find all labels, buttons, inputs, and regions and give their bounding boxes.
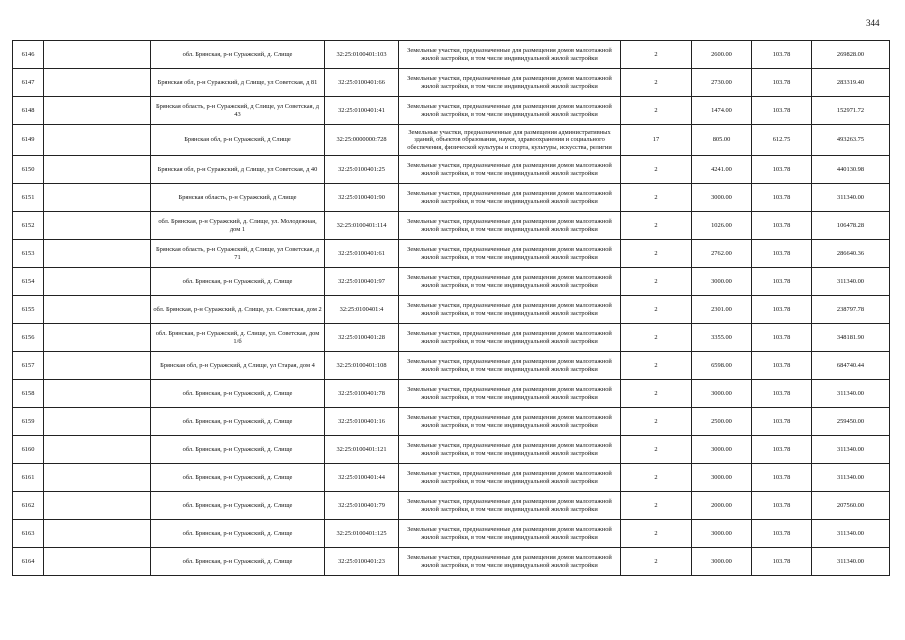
table-row xyxy=(13,97,890,125)
land-use-cell: Земельные участки, предназначенные для размещения административных зданий, объектов образования, науки, здравоохранения и социального обеспечения, физической культуры и спорта, культуры, искусства, религии xyxy=(399,125,621,156)
spacer-cell xyxy=(44,548,151,576)
spacer-cell xyxy=(44,352,151,380)
row-number-cell: 6163 xyxy=(13,520,44,548)
cadastral-number-cell: 32:25:0100401:44 xyxy=(325,464,399,492)
address-cell: Брянская область, р-н Суражский, д Слище, ул Советская, д 71 xyxy=(151,240,325,268)
cadastral-value-cell: 207560.00 xyxy=(812,492,890,520)
cadastral-number-cell: 32:25:0100401:4 xyxy=(325,296,399,324)
cadastral-value-cell: 311340.00 xyxy=(812,380,890,408)
group-cell: 2 xyxy=(621,184,692,212)
group-cell: 2 xyxy=(621,380,692,408)
cadastral-number-cell: 32:25:0100401:23 xyxy=(325,548,399,576)
cadastral-number-cell: 32:25:0100401:28 xyxy=(325,324,399,352)
cadastral-value-cell: 311340.00 xyxy=(812,464,890,492)
row-number-cell: 6148 xyxy=(13,97,44,125)
page-number: 344 xyxy=(866,18,880,28)
row-number-cell: 6156 xyxy=(13,324,44,352)
cadastral-number-cell: 32:25:0100401:16 xyxy=(325,408,399,436)
area-cell: 3000.00 xyxy=(692,548,752,576)
spacer-cell xyxy=(44,125,151,156)
group-cell: 2 xyxy=(621,41,692,69)
address-cell: обл. Брянская, р-н Суражский, д. Слище xyxy=(151,548,325,576)
address-cell: обл. Брянская, р-н Суражский, д. Слище xyxy=(151,520,325,548)
group-cell: 2 xyxy=(621,97,692,125)
cadastral-number-cell: 32:25:0100401:121 xyxy=(325,436,399,464)
address-cell: Брянская область, р-н Суражский, д Слище xyxy=(151,184,325,212)
area-cell: 6598.00 xyxy=(692,352,752,380)
cadastral-value-cell: 286640.36 xyxy=(812,240,890,268)
group-cell: 2 xyxy=(621,240,692,268)
area-cell: 3000.00 xyxy=(692,520,752,548)
cadastral-value-cell: 311340.00 xyxy=(812,184,890,212)
cadastral-number-cell: 32:25:0100401:25 xyxy=(325,156,399,184)
area-cell: 2301.00 xyxy=(692,296,752,324)
spacer-cell xyxy=(44,184,151,212)
area-cell: 3000.00 xyxy=(692,436,752,464)
group-cell: 2 xyxy=(621,464,692,492)
land-use-cell: Земельные участки, предназначенные для размещения домов малоэтажной жилой застройки, в том числе индивидуальной жилой застройки xyxy=(399,268,621,296)
rate-cell: 103.78 xyxy=(752,240,812,268)
cadastral-number-cell: 32:25:0100401:97 xyxy=(325,268,399,296)
cadastral-value-cell: 684740.44 xyxy=(812,352,890,380)
cadastral-number-cell: 32:25:0100401:41 xyxy=(325,97,399,125)
row-number-cell: 6150 xyxy=(13,156,44,184)
row-number-cell: 6164 xyxy=(13,548,44,576)
rate-cell: 103.78 xyxy=(752,548,812,576)
row-number-cell: 6149 xyxy=(13,125,44,156)
address-cell: Брянская область, р-н Суражский, д Слище, ул Советская, д 43 xyxy=(151,97,325,125)
area-cell: 805.00 xyxy=(692,125,752,156)
area-cell: 2000.00 xyxy=(692,492,752,520)
row-number-cell: 6157 xyxy=(13,352,44,380)
rate-cell: 103.78 xyxy=(752,520,812,548)
land-use-cell: Земельные участки, предназначенные для размещения домов малоэтажной жилой застройки, в том числе индивидуальной жилой застройки xyxy=(399,184,621,212)
spacer-cell xyxy=(44,324,151,352)
group-cell: 17 xyxy=(621,125,692,156)
spacer-cell xyxy=(44,156,151,184)
cadastral-number-cell: 32:25:0100401:103 xyxy=(325,41,399,69)
land-use-cell: Земельные участки, предназначенные для размещения домов малоэтажной жилой застройки, в том числе индивидуальной жилой застройки xyxy=(399,352,621,380)
spacer-cell xyxy=(44,240,151,268)
cadastral-value-cell: 348181.90 xyxy=(812,324,890,352)
rate-cell: 103.78 xyxy=(752,380,812,408)
land-use-cell: Земельные участки, предназначенные для размещения домов малоэтажной жилой застройки, в том числе индивидуальной жилой застройки xyxy=(399,296,621,324)
cadastral-value-cell: 283319.40 xyxy=(812,69,890,97)
row-number-cell: 6154 xyxy=(13,268,44,296)
area-cell: 2762.00 xyxy=(692,240,752,268)
cadastral-value-table xyxy=(12,40,890,576)
rate-cell: 103.78 xyxy=(752,69,812,97)
area-cell: 1474.00 xyxy=(692,97,752,125)
land-use-cell: Земельные участки, предназначенные для размещения домов малоэтажной жилой застройки, в том числе индивидуальной жилой застройки xyxy=(399,408,621,436)
group-cell: 2 xyxy=(621,408,692,436)
land-use-cell: Земельные участки, предназначенные для размещения домов малоэтажной жилой застройки, в том числе индивидуальной жилой застройки xyxy=(399,240,621,268)
rate-cell: 103.78 xyxy=(752,212,812,240)
address-cell: Брянская обл, р-н Суражский, д Слище xyxy=(151,125,325,156)
table-row xyxy=(13,324,890,352)
address-cell: обл. Брянская, р-н Суражский, д. Слище, ул. Советская, дом 2 xyxy=(151,296,325,324)
rate-cell: 103.78 xyxy=(752,464,812,492)
spacer-cell xyxy=(44,464,151,492)
row-number-cell: 6161 xyxy=(13,464,44,492)
cadastral-number-cell: 32:25:0100401:125 xyxy=(325,520,399,548)
area-cell: 2500.00 xyxy=(692,408,752,436)
table-row xyxy=(13,492,890,520)
address-cell: обл. Брянская, р-н Суражский, д. Слище xyxy=(151,408,325,436)
land-use-cell: Земельные участки, предназначенные для размещения домов малоэтажной жилой застройки, в том числе индивидуальной жилой застройки xyxy=(399,520,621,548)
table-row xyxy=(13,41,890,69)
cadastral-value-cell: 311340.00 xyxy=(812,268,890,296)
row-number-cell: 6152 xyxy=(13,212,44,240)
cadastral-value-cell: 106478.28 xyxy=(812,212,890,240)
group-cell: 2 xyxy=(621,296,692,324)
address-cell: обл. Брянская, р-н Суражский, д. Слище xyxy=(151,380,325,408)
spacer-cell xyxy=(44,296,151,324)
row-number-cell: 6162 xyxy=(13,492,44,520)
group-cell: 2 xyxy=(621,352,692,380)
land-use-cell: Земельные участки, предназначенные для размещения домов малоэтажной жилой застройки, в том числе индивидуальной жилой застройки xyxy=(399,212,621,240)
table-row xyxy=(13,380,890,408)
address-cell: Брянская обл, р-н Суражский, д Слище, ул Старая, дом 4 xyxy=(151,352,325,380)
rate-cell: 103.78 xyxy=(752,41,812,69)
land-use-cell: Земельные участки, предназначенные для размещения домов малоэтажной жилой застройки, в том числе индивидуальной жилой застройки xyxy=(399,492,621,520)
table-row xyxy=(13,125,890,156)
address-cell: обл. Брянская, р-н Суражский, д. Слище xyxy=(151,41,325,69)
table-row xyxy=(13,464,890,492)
area-cell: 2600.00 xyxy=(692,41,752,69)
address-cell: обл. Брянская, р-н Суражский, д. Слище, ул. Советская, дом 1/б xyxy=(151,324,325,352)
cadastral-value-cell: 493263.75 xyxy=(812,125,890,156)
group-cell: 2 xyxy=(621,212,692,240)
address-cell: обл. Брянская, р-н Суражский, д. Слище xyxy=(151,492,325,520)
area-cell: 3000.00 xyxy=(692,380,752,408)
table-row xyxy=(13,240,890,268)
group-cell: 2 xyxy=(621,436,692,464)
cadastral-number-cell: 32:25:0100401:114 xyxy=(325,212,399,240)
area-cell: 2730.00 xyxy=(692,69,752,97)
land-use-cell: Земельные участки, предназначенные для размещения домов малоэтажной жилой застройки, в том числе индивидуальной жилой застройки xyxy=(399,436,621,464)
cadastral-number-cell: 32:25:0100401:61 xyxy=(325,240,399,268)
cadastral-value-cell: 152971.72 xyxy=(812,97,890,125)
cadastral-value-cell: 269828.00 xyxy=(812,41,890,69)
land-use-cell: Земельные участки, предназначенные для размещения домов малоэтажной жилой застройки, в том числе индивидуальной жилой застройки xyxy=(399,324,621,352)
area-cell: 4241.00 xyxy=(692,156,752,184)
land-use-cell: Земельные участки, предназначенные для размещения домов малоэтажной жилой застройки, в том числе индивидуальной жилой застройки xyxy=(399,380,621,408)
address-cell: обл. Брянская, р-н Суражский, д. Слище xyxy=(151,464,325,492)
spacer-cell xyxy=(44,408,151,436)
address-cell: Брянская обл, р-н Суражский, д Слище, ул Советская, д 40 xyxy=(151,156,325,184)
land-use-cell: Земельные участки, предназначенные для размещения домов малоэтажной жилой застройки, в том числе индивидуальной жилой застройки xyxy=(399,156,621,184)
group-cell: 2 xyxy=(621,520,692,548)
row-number-cell: 6151 xyxy=(13,184,44,212)
rate-cell: 103.78 xyxy=(752,296,812,324)
table-row xyxy=(13,184,890,212)
spacer-cell xyxy=(44,436,151,464)
table-row xyxy=(13,156,890,184)
rate-cell: 103.78 xyxy=(752,324,812,352)
group-cell: 2 xyxy=(621,69,692,97)
group-cell: 2 xyxy=(621,156,692,184)
table-row xyxy=(13,352,890,380)
rate-cell: 103.78 xyxy=(752,156,812,184)
rate-cell: 103.78 xyxy=(752,436,812,464)
rate-cell: 103.78 xyxy=(752,268,812,296)
land-use-cell: Земельные участки, предназначенные для размещения домов малоэтажной жилой застройки, в том числе индивидуальной жилой застройки xyxy=(399,97,621,125)
land-use-cell: Земельные участки, предназначенные для размещения домов малоэтажной жилой застройки, в том числе индивидуальной жилой застройки xyxy=(399,464,621,492)
table-row xyxy=(13,69,890,97)
spacer-cell xyxy=(44,97,151,125)
cadastral-number-cell: 32:25:0100401:78 xyxy=(325,380,399,408)
spacer-cell xyxy=(44,492,151,520)
cadastral-value-cell: 238797.78 xyxy=(812,296,890,324)
row-number-cell: 6155 xyxy=(13,296,44,324)
row-number-cell: 6146 xyxy=(13,41,44,69)
spacer-cell xyxy=(44,212,151,240)
group-cell: 2 xyxy=(621,324,692,352)
area-cell: 3000.00 xyxy=(692,268,752,296)
area-cell: 1026.00 xyxy=(692,212,752,240)
table-row xyxy=(13,296,890,324)
area-cell: 3000.00 xyxy=(692,464,752,492)
table-row xyxy=(13,408,890,436)
rate-cell: 103.78 xyxy=(752,352,812,380)
rate-cell: 103.78 xyxy=(752,408,812,436)
cadastral-number-cell: 32:25:0100401:79 xyxy=(325,492,399,520)
row-number-cell: 6159 xyxy=(13,408,44,436)
cadastral-number-cell: 32:25:0100401:90 xyxy=(325,184,399,212)
table-row xyxy=(13,436,890,464)
row-number-cell: 6153 xyxy=(13,240,44,268)
rate-cell: 103.78 xyxy=(752,492,812,520)
address-cell: обл. Брянская, р-н Суражский, д. Слище xyxy=(151,268,325,296)
group-cell: 2 xyxy=(621,492,692,520)
land-use-cell: Земельные участки, предназначенные для размещения домов малоэтажной жилой застройки, в том числе индивидуальной жилой застройки xyxy=(399,548,621,576)
row-number-cell: 6147 xyxy=(13,69,44,97)
cadastral-value-cell: 259450.00 xyxy=(812,408,890,436)
address-cell: Брянская обл, р-н Суражский, д Слище, ул Советская, д 81 xyxy=(151,69,325,97)
table-body xyxy=(13,41,890,576)
area-cell: 3355.00 xyxy=(692,324,752,352)
table-row xyxy=(13,520,890,548)
row-number-cell: 6158 xyxy=(13,380,44,408)
spacer-cell xyxy=(44,380,151,408)
cadastral-value-cell: 311340.00 xyxy=(812,520,890,548)
table-row xyxy=(13,212,890,240)
land-use-cell: Земельные участки, предназначенные для размещения домов малоэтажной жилой застройки, в том числе индивидуальной жилой застройки xyxy=(399,69,621,97)
spacer-cell xyxy=(44,69,151,97)
table-row xyxy=(13,268,890,296)
spacer-cell xyxy=(44,268,151,296)
rate-cell: 103.78 xyxy=(752,184,812,212)
address-cell: обл. Брянская, р-н Суражский, д. Слище, ул. Молодежная, дом 1 xyxy=(151,212,325,240)
rate-cell: 612.75 xyxy=(752,125,812,156)
cadastral-number-cell: 32:25:0000000:728 xyxy=(325,125,399,156)
cadastral-number-cell: 32:25:0100401:66 xyxy=(325,69,399,97)
cadastral-number-cell: 32:25:0100401:108 xyxy=(325,352,399,380)
area-cell: 3000.00 xyxy=(692,184,752,212)
spacer-cell xyxy=(44,520,151,548)
cadastral-value-cell: 311340.00 xyxy=(812,436,890,464)
spacer-cell xyxy=(44,41,151,69)
group-cell: 2 xyxy=(621,548,692,576)
cadastral-value-cell: 440130.98 xyxy=(812,156,890,184)
address-cell: обл. Брянская, р-н Суражский, д. Слище xyxy=(151,436,325,464)
group-cell: 2 xyxy=(621,268,692,296)
table-row xyxy=(13,548,890,576)
row-number-cell: 6160 xyxy=(13,436,44,464)
rate-cell: 103.78 xyxy=(752,97,812,125)
land-use-cell: Земельные участки, предназначенные для размещения домов малоэтажной жилой застройки, в том числе индивидуальной жилой застройки xyxy=(399,41,621,69)
cadastral-value-cell: 311340.00 xyxy=(812,548,890,576)
